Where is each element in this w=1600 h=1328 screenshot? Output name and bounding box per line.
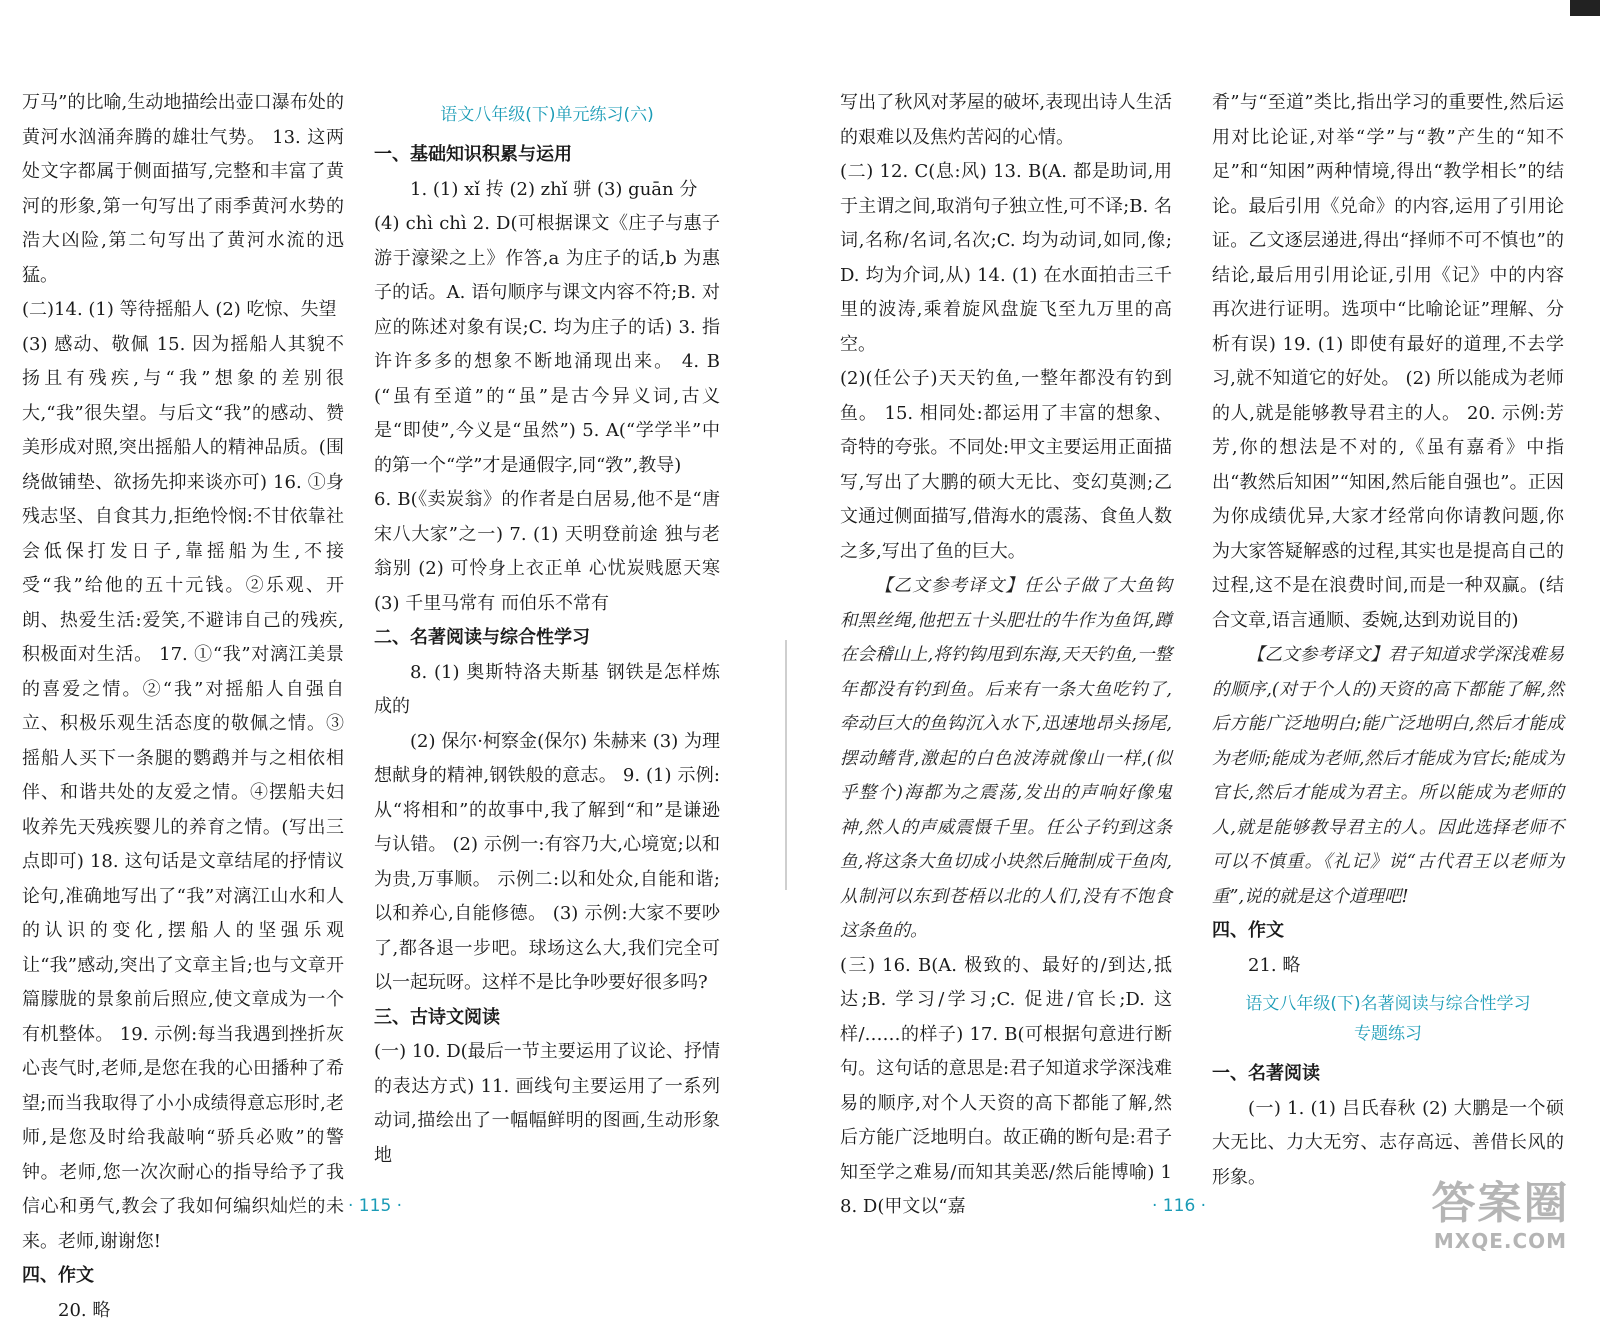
watermark-logo bbox=[1423, 1179, 1578, 1253]
section-heading: 三、古诗文阅读 bbox=[374, 1001, 720, 1036]
watermark-url: MXQE.COM bbox=[1423, 1229, 1578, 1253]
binding-fold bbox=[785, 640, 787, 890]
page-number-left: · 115 · bbox=[348, 1196, 402, 1216]
paragraph: 万马”的比喻,生动地描绘出壶口瀑布处的黄河水汹涌奔腾的雄壮气势。 13. 这两处文字都属于侧面描写,完整和丰富了黄河的形象,第一句写出了雨季黄河水势的浩大凶险,第二句写出了黄河水流的迅猛。 bbox=[22, 86, 344, 293]
column-1 bbox=[22, 86, 344, 1328]
handwritten-translation: 【乙文参考译文】君子知道求学深浅难易的顺序,(对于个人的)天资的高下都能了解,然后方能广泛地明白;能广泛地明白,然后才能成为老师;能成为老师,然后才能成为官长;能成为官长,然后才能成为君主。所以能成为老师的人,就是能够教导君主的人。因此选择老师不可以不慎重。《礼记》说“古代君王以老师为重”,说的就是这个道理吧! bbox=[1212, 638, 1564, 914]
paragraph: 写出了秋风对茅屋的破坏,表现出诗人生活的艰难以及焦灼苦闷的心情。 bbox=[840, 86, 1172, 155]
paragraph: (一) 10. D(最后一节主要运用了议论、抒情的表达方式) 11. 画线句主要运用了一系列动词,描绘出了一幅幅鲜明的图画,生动形象地 bbox=[374, 1035, 720, 1173]
column-2 bbox=[374, 100, 720, 1173]
paragraph: (三) 16. B(A. 极致的、最好的/到达,抵达;B. 学习/学习;C. 促进/官长;D. 这样/……的样子) 17. B(可根据句意进行断句。这句话的意思是:君子知道求学深浅难易的顺序,对个人天资的高下都能了解,然后方能广泛地明白。故正确的断句是:君子知至学之难易/而知其美恶/然后能博喻) 18. D(甲文以“嘉 bbox=[840, 949, 1172, 1225]
watermark-text: 答案圈 bbox=[1423, 1179, 1578, 1229]
paragraph: (二) 12. C(息:风) 13. B(A. 都是助词,用于主谓之间,取消句子独立性,可不译;B. 名词,名称/名词,名次;C. 均为动词,如同,像;D. 均为介词,从) 14. (1) 在水面拍击三千里的波涛,乘着旋风盘旋飞至九万里的高空。 bbox=[840, 155, 1172, 362]
paragraph: (二)14. (1) 等待摇船人 (2) 吃惊、失望 bbox=[22, 293, 344, 328]
paragraph: (3) 感动、敬佩 15. 因为摇船人其貌不扬且有残疾,与“我”想象的差别很大,“我”很失望。与后文“我”的感动、赞美形成对照,突出摇船人的精神品质。(围绕做铺垫、欲扬先抑来谈亦可) 16. ①身残志坚、自食其力,拒绝怜悯:不甘依靠社会低保打发日子,靠摇船为生,不接受“我”给他的五十元钱。②乐观、开朗、热爱生活:爱笑,不避讳自己的残疾,积极面对生活。 17. ①“我”对漓江美景的喜爱之情。②“我”对摇船人自强自立、积极乐观生活态度的敬佩之情。③摇船人买下一条腿的鹦鹉并与之相依相伴、和谐共处的友爱之情。④摆船夫妇收养先天残疾婴儿的养育之情。(写出三点即可) 18. 这句话是文章结尾的抒情议论句,准确地写出了“我”对漓江山水和人的认识的变化,摆船人的坚强乐观让“我”感动,突出了文章主旨;也与文章开篇朦胧的景象前后照应,使文章成为一个有机整体。 19. 示例:每当我遇到挫折灰心丧气时,老师,是您在我的心田播种了希望;而当我取得了小小成绩得意忘形时,老师,是您及时给我敲响“骄兵必败”的警钟。老师,您一次次耐心的指导给予了我信心和勇气,教会了我如何编织灿烂的未来。老师,谢谢您! bbox=[22, 328, 344, 1260]
unit-title: 语文八年级(下)单元练习(六) bbox=[374, 100, 720, 130]
section-heading: 四、作文 bbox=[22, 1259, 344, 1294]
paragraph: (2) 保尔·柯察金(保尔) 朱赫来 (3) 为理想献身的精神,钢铁般的意志。 9. (1) 示例:从“将相和”的故事中,我了解到“和”是谦逊与认错。 (2) 示例一:有容乃大,心境宽;以和为贵,万事顺。 示例二:以和处众,自能和谐;以和养心,自能修德。 (3) 示例:大家不要吵了,都各退一步吧。球场这么大,我们完全可以一起玩呀。这样不是比争吵要好很多吗? bbox=[374, 725, 720, 1001]
column-3 bbox=[840, 86, 1172, 1225]
unit-title-sub: 专题练习 bbox=[1212, 1019, 1564, 1049]
paragraph: 20. 略 bbox=[22, 1294, 344, 1328]
page-number-right: · 116 · bbox=[1152, 1196, 1206, 1216]
paragraph: 21. 略 bbox=[1212, 949, 1564, 984]
paragraph: (2)(任公子)天天钓鱼,一整年都没有钓到鱼。 15. 相同处:都运用了丰富的想象、奇特的夸张。不同处:甲文主要运用正面描写,写出了大鹏的硕大无比、变幻莫测;乙文通过侧面描写,借海水的震荡、食鱼人数之多,写出了鱼的巨大。 bbox=[840, 362, 1172, 569]
corner-mark bbox=[1570, 0, 1600, 16]
handwritten-translation: 【乙文参考译文】任公子做了大鱼钩和黑丝绳,他把五十头肥壮的牛作为鱼饵,蹲在会稽山上,将钓钩甩到东海,天天钓鱼,一整年都没有钓到鱼。后来有一条大鱼吃钓了,牵动巨大的鱼钩沉入水下,迅速地昂头扬尾,摆动鳍背,激起的白色波涛就像山一样,(似乎整个)海都为之震荡,发出的声响好像鬼神,然人的声威震慑千里。任公子钓到这条鱼,将这条大鱼切成小块然后腌制成干鱼肉,从制河以东到苍梧以北的人们,没有不饱食这条鱼的。 bbox=[840, 569, 1172, 949]
section-heading: 二、名著阅读与综合性学习 bbox=[374, 621, 720, 656]
paragraph: (一) 1. (1) 吕氏春秋 (2) 大鹏是一个硕大无比、力大无穷、志存高远、善借长风的形象。 bbox=[1212, 1092, 1564, 1196]
column-4 bbox=[1212, 86, 1564, 1195]
paragraph: 8. (1) 奥斯特洛夫斯基 钢铁是怎样炼成的 bbox=[374, 656, 720, 725]
section-heading: 一、名著阅读 bbox=[1212, 1057, 1564, 1092]
paragraph: 6. B(《卖炭翁》的作者是白居易,他不是“唐宋八大家”之一) 7. (1) 天明登前途 独与老翁别 (2) 可怜身上衣正单 心忧炭贱愿天寒 (3) 千里马常有 而伯乐不常有 bbox=[374, 483, 720, 621]
paragraph: 1. (1) xǐ 抟 (2) zhǐ 骈 (3) guān 分 bbox=[374, 173, 720, 208]
section-heading: 一、基础知识积累与运用 bbox=[374, 138, 720, 173]
section-heading: 四、作文 bbox=[1212, 914, 1564, 949]
unit-title: 语文八年级(下)名著阅读与综合性学习 bbox=[1212, 989, 1564, 1019]
paragraph: 肴”与“至道”类比,指出学习的重要性,然后运用对比论证,对举“学”与“教”产生的“知不足”和“知困”两种情境,得出“教学相长”的结论。最后引用《兑命》的内容,运用了引用论证。乙文逐层递进,得出“择师不可不慎也”的结论,最后用引用论证,引用《记》中的内容再次进行证明。选项中“比喻论证”理解、分析有误) 19. (1) 即使有最好的道理,不去学习,就不知道它的好处。 (2) 所以能成为老师的人,就是能够教导君主的人。 20. 示例:芳芳,你的想法是不对的,《虽有嘉肴》中指出“教然后知困”“知困,然后能自强也”。正因为你成绩优异,大家才经常向你请教问题,你为大家答疑解惑的过程,其实也是提高自己的过程,这不是在浪费时间,而是一种双赢。(结合文章,语言通顺、委婉,达到劝说目的) bbox=[1212, 86, 1564, 638]
paragraph: (4) chì chì 2. D(可根据课文《庄子与惠子游于濠梁之上》作答,a 为庄子的话,b 为惠子的话。A. 语句顺序与课文内容不符;B. 对应的陈述对象有误;C. 均为庄子的话) 3. 指许许多多的想象不断地涌现出来。 4. B(“虽有至道”的“虽”是古今异义词,古义是“即使”,今义是“虽然”) 5. A(“学学半”中的第一个“学”才是通假字,同“敩”,教导) bbox=[374, 207, 720, 483]
